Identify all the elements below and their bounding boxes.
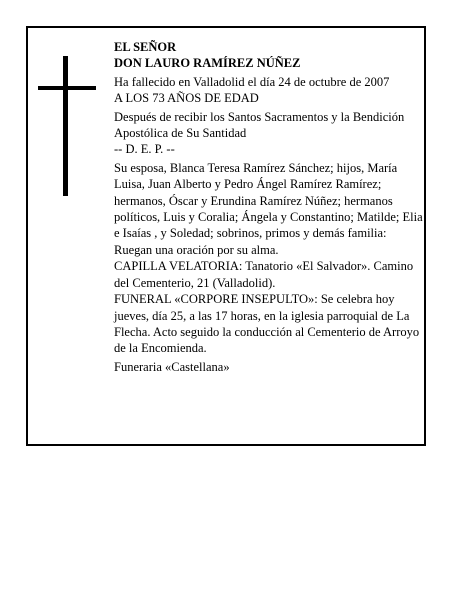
chapel-info: CAPILLA VELATORIA: Tanatorio «El Salvador». Camino del Cementerio, 21 (Valladolid). [114,259,414,290]
cross-icon-vertical-bar [63,56,68,196]
title-line-1: EL SEÑOR [114,40,177,54]
obituary-text [114,39,426,375]
family-paragraph: Su esposa, Blanca Teresa Ramírez Sánchez; hijos, María Luisa, Juan Alberto y Pedro Ángel Ramírez Ramírez; hermanos, Óscar y Erundina Ramírez Núñez; hermanos políticos, Luis y Coralia; Ángela y Constantino; Matilde; Elia e Isaías , y Soledad; sobrinos, primos y demás familia: [114,160,423,241]
sacraments-paragraph: Después de recibir los Santos Sacramentos y la Bendición Apostólica de Su Santidad [114,109,405,141]
funeral-home: Funeraria «Castellana» [114,359,230,374]
funeral-info: FUNERAL «CORPORE INSEPULTO»: Se celebra hoy jueves, día 25, a las 17 horas, en la iglesia parroquial de La Flecha. Acto seguido la conducción al Cementerio de Arroyo de la Encomienda. [114,292,420,356]
dep-line: -- D. E. P. -- [114,142,175,157]
death-announcement: Ha fallecido en Valladolid el día 24 de octubre de 2007 [114,74,390,89]
cross-icon-horizontal-bar [38,86,96,90]
age-line: A LOS 73 AÑOS DE EDAD [114,91,259,106]
deceased-name: DON LAURO RAMÍREZ NÚÑEZ [114,56,301,71]
prayer-request: Ruegan una oración por su alma. [114,242,279,257]
